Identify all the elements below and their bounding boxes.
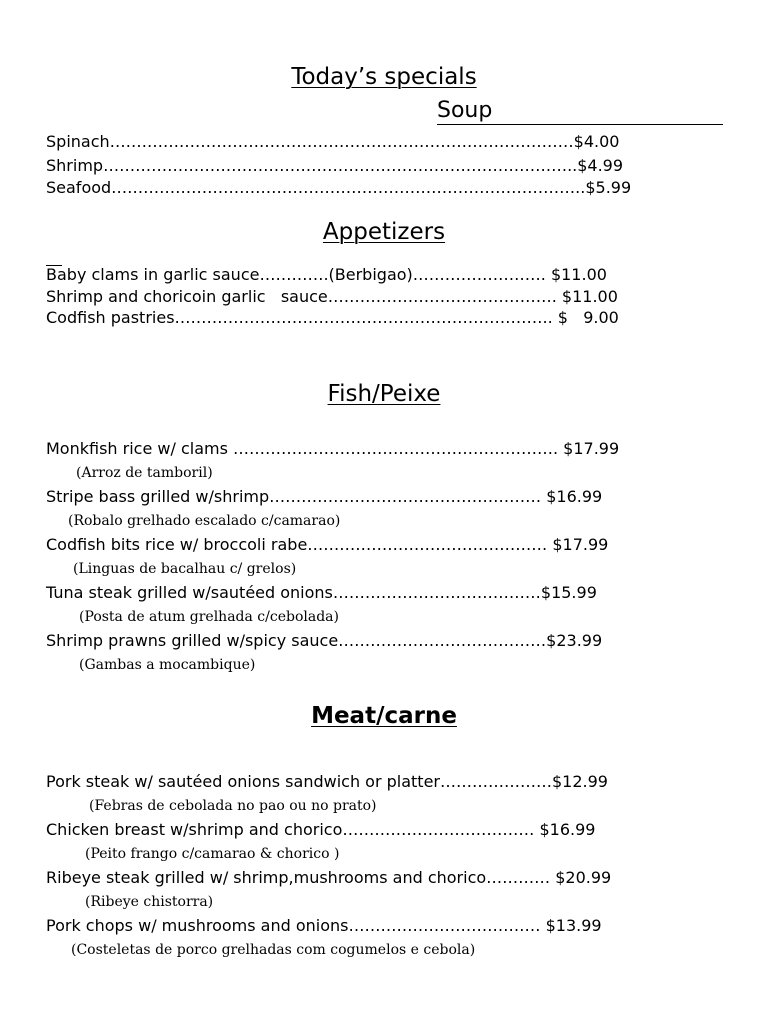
- appetizer-item-shrimp-chorico: Shrimp and choricoin garlic sauce……………………………………. $11.00: [46, 287, 618, 306]
- fish-subitem-shrimp-prawns: (Gambas a mocambique): [79, 657, 256, 673]
- fish-item-monkfish: Monkfish rice w/ clams ……………………………………………………. $17.99: [46, 439, 620, 458]
- soup-item-shrimp: Shrimp……………………………………………………………………………..$4.99: [46, 156, 624, 175]
- meat-subitem-chicken-breast: (Peito frango c/camarao & chorico ): [85, 846, 340, 862]
- soup-item-spinach: Spinach……………………………………………………………………………$4.00: [46, 132, 620, 151]
- fish-subitem-tuna-steak: (Posta de atum grelhada c/cebolada): [79, 609, 339, 625]
- soup-heading: Soup: [437, 98, 723, 125]
- soup-item-seafood: Seafood……………………………………………………………………………..$5.99: [46, 178, 632, 197]
- fish-subitem-codfish-bits: (Linguas de bacalhau c/ grelos): [73, 561, 297, 577]
- fish-subitem-stripe-bass: (Robalo grelhado escalado c/camarao): [68, 513, 341, 529]
- meat-subitem-pork-chops: (Costeletas de porco grelhadas com cogumelos e cebola): [71, 942, 476, 958]
- meat-subitem-pork-steak: (Febras de cebolada no pao ou no prato): [89, 798, 377, 814]
- appetizers-heading: Appetizers: [322, 219, 446, 245]
- fish-item-codfish-bits: Codfish bits rice w/ broccoli rabe……………………………………… $17.99: [46, 535, 609, 554]
- fish-item-stripe-bass: Stripe bass grilled w/shrimp…………………………………………… $16.99: [46, 487, 603, 506]
- fish-item-tuna-steak: Tuna steak grilled w/sautéed onions…………………………………$15.99: [46, 583, 597, 602]
- appetizer-item-baby-clams: Baby clams in garlic sauce………….(Berbigao)……………………. $11.00: [46, 265, 607, 284]
- appetizer-item-codfish-pastries: Codfish pastries…………………………………………………………….. $ 9.00: [46, 308, 619, 327]
- meat-subitem-ribeye-steak: (Ribeye chistorra): [85, 894, 214, 910]
- page-title: Today’s specials: [291, 64, 477, 90]
- fish-item-shrimp-prawns: Shrimp prawns grilled w/spicy sauce…………………………………$23.99: [46, 631, 603, 650]
- meat-item-pork-steak: Pork steak w/ sautéed onions sandwich or platter…………………$12.99: [46, 772, 608, 791]
- meat-heading: Meat/carne: [311, 703, 457, 729]
- meat-item-pork-chops: Pork chops w/ mushrooms and onions……………………………… $13.99: [46, 916, 602, 935]
- meat-item-chicken-breast: Chicken breast w/shrimp and chorico……………………………… $16.99: [46, 820, 596, 839]
- fish-heading: Fish/Peixe: [327, 381, 441, 407]
- fish-subitem-monkfish: (Arroz de tamboril): [76, 465, 213, 481]
- meat-item-ribeye-steak: Ribeye steak grilled w/ shrimp,mushrooms and chorico………… $20.99: [46, 868, 612, 887]
